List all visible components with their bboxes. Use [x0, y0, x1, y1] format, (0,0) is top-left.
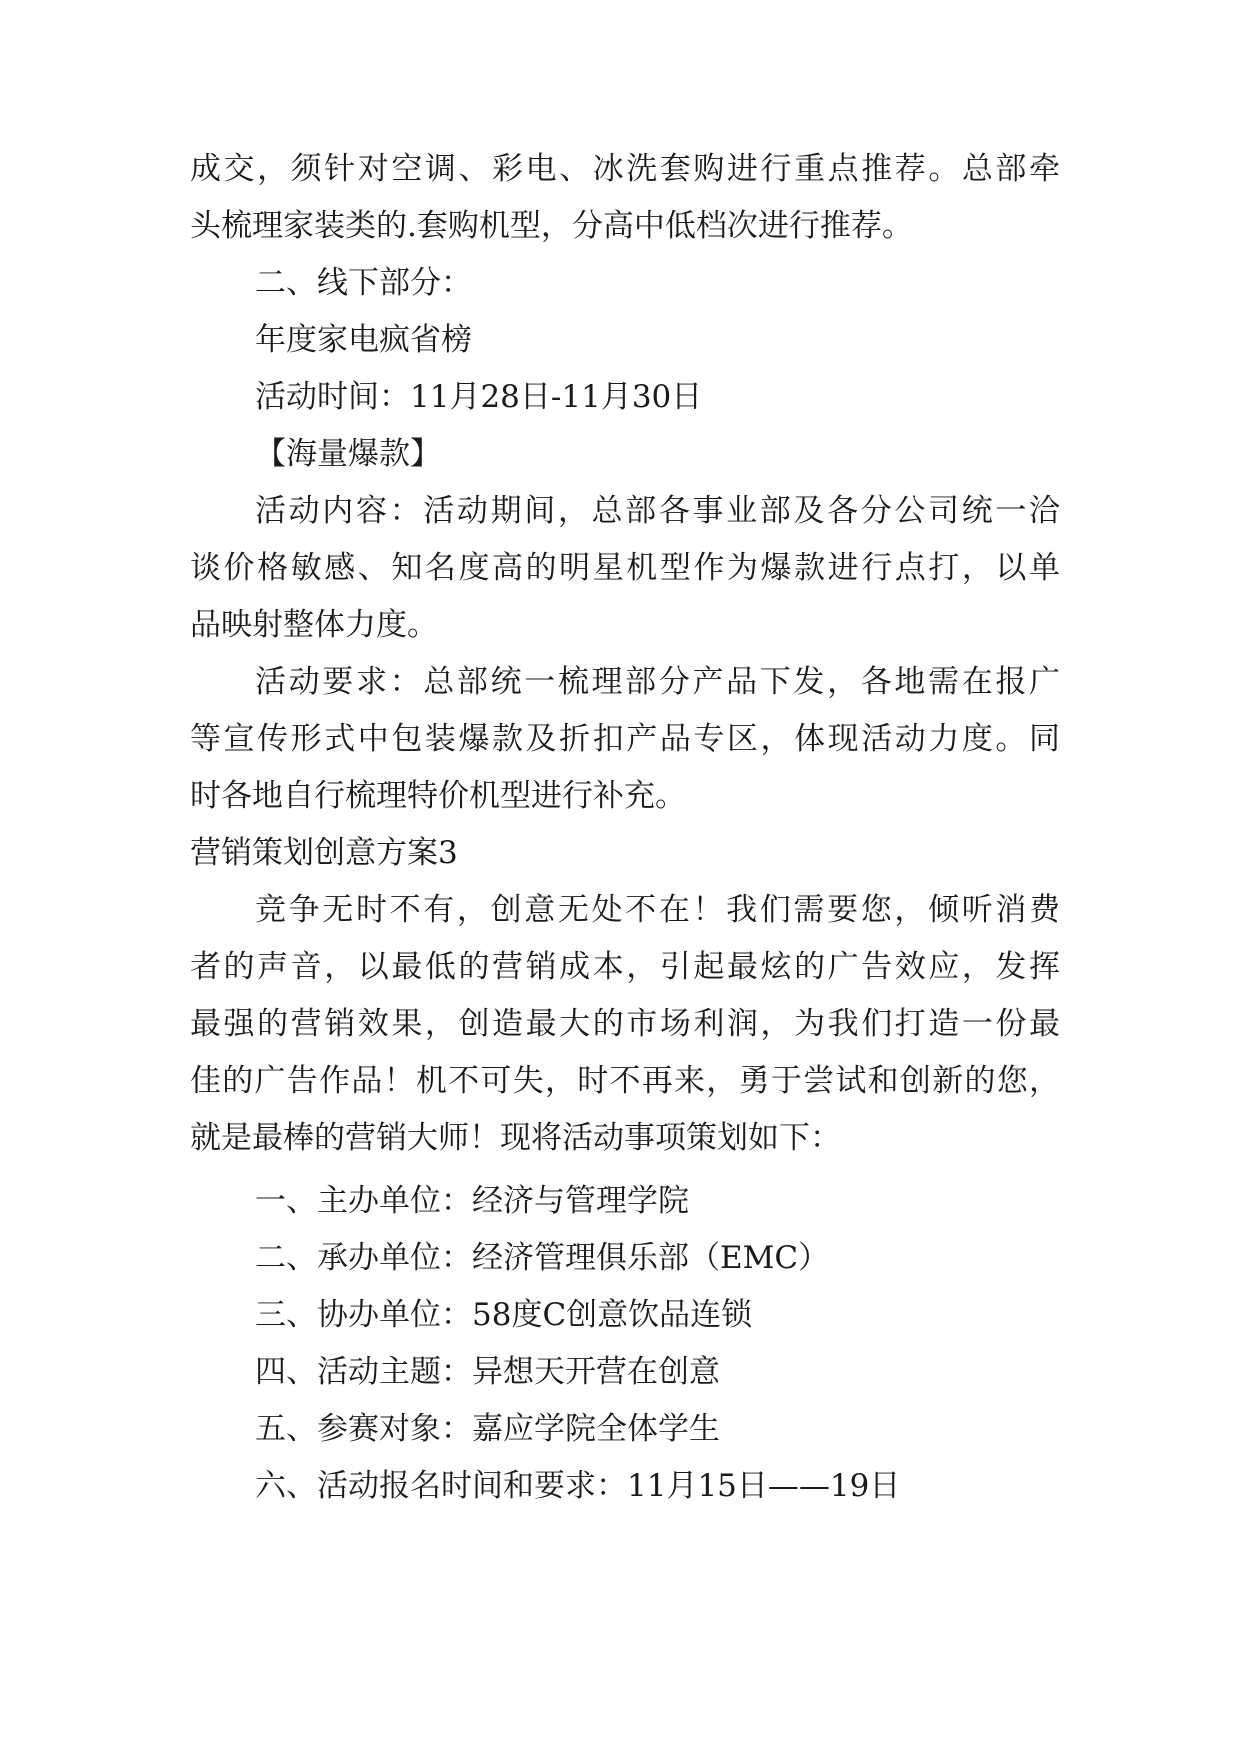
paragraph-line: 成交，须针对空调、彩电、冰洗套购进行重点推荐。总部牵	[190, 151, 1060, 187]
list-item: 二、承办单位：经济管理俱乐部（EMC）	[255, 1240, 830, 1276]
activity-time: 活动时间：11月28日-11月30日	[255, 379, 703, 415]
paragraph-line: 品映射整体力度。	[190, 607, 438, 643]
paragraph-line: 佳的广告作品！机不可失，时不再来，勇于尝试和创新的您，	[190, 1063, 1060, 1099]
document-heading: 营销策划创意方案3	[190, 835, 458, 871]
paragraph-line: 等宣传形式中包装爆款及折扣产品专区，体现活动力度。同	[190, 721, 1060, 757]
list-item: 一、主办单位：经济与管理学院	[255, 1183, 689, 1219]
paragraph-line: 活动要求：总部统一梳理部分产品下发，各地需在报广	[255, 664, 1060, 700]
paragraph-line: 竞争无时不有，创意无处不在！我们需要您，倾听消费	[255, 892, 1060, 928]
paragraph-line: 时各地自行梳理特价机型进行补充。	[190, 778, 686, 814]
list-item: 五、参赛对象：嘉应学院全体学生	[255, 1411, 720, 1447]
paragraph-line: 谈价格敏感、知名度高的明星机型作为爆款进行点打，以单	[190, 550, 1060, 586]
paragraph-line: 头梳理家装类的.套购机型，分高中低档次进行推荐。	[190, 208, 913, 244]
list-item: 六、活动报名时间和要求：11月15日——19日	[255, 1468, 901, 1504]
paragraph-line: 最强的营销效果，创造最大的市场利润，为我们打造一份最	[190, 1006, 1060, 1042]
paragraph-line: 就是最棒的营销大师！现将活动事项策划如下：	[190, 1120, 841, 1156]
activity-title: 年度家电疯省榜	[255, 322, 472, 358]
section-heading: 二、线下部分：	[255, 265, 472, 301]
list-item: 四、活动主题：异想天开营在创意	[255, 1354, 720, 1390]
bracket-heading: 【海量爆款】	[255, 436, 441, 472]
paragraph-line: 活动内容：活动期间，总部各事业部及各分公司统一洽	[255, 493, 1060, 529]
paragraph-line: 者的声音，以最低的营销成本，引起最炫的广告效应，发挥	[190, 949, 1060, 985]
list-item: 三、协办单位：58度C创意饮品连锁	[255, 1297, 753, 1333]
